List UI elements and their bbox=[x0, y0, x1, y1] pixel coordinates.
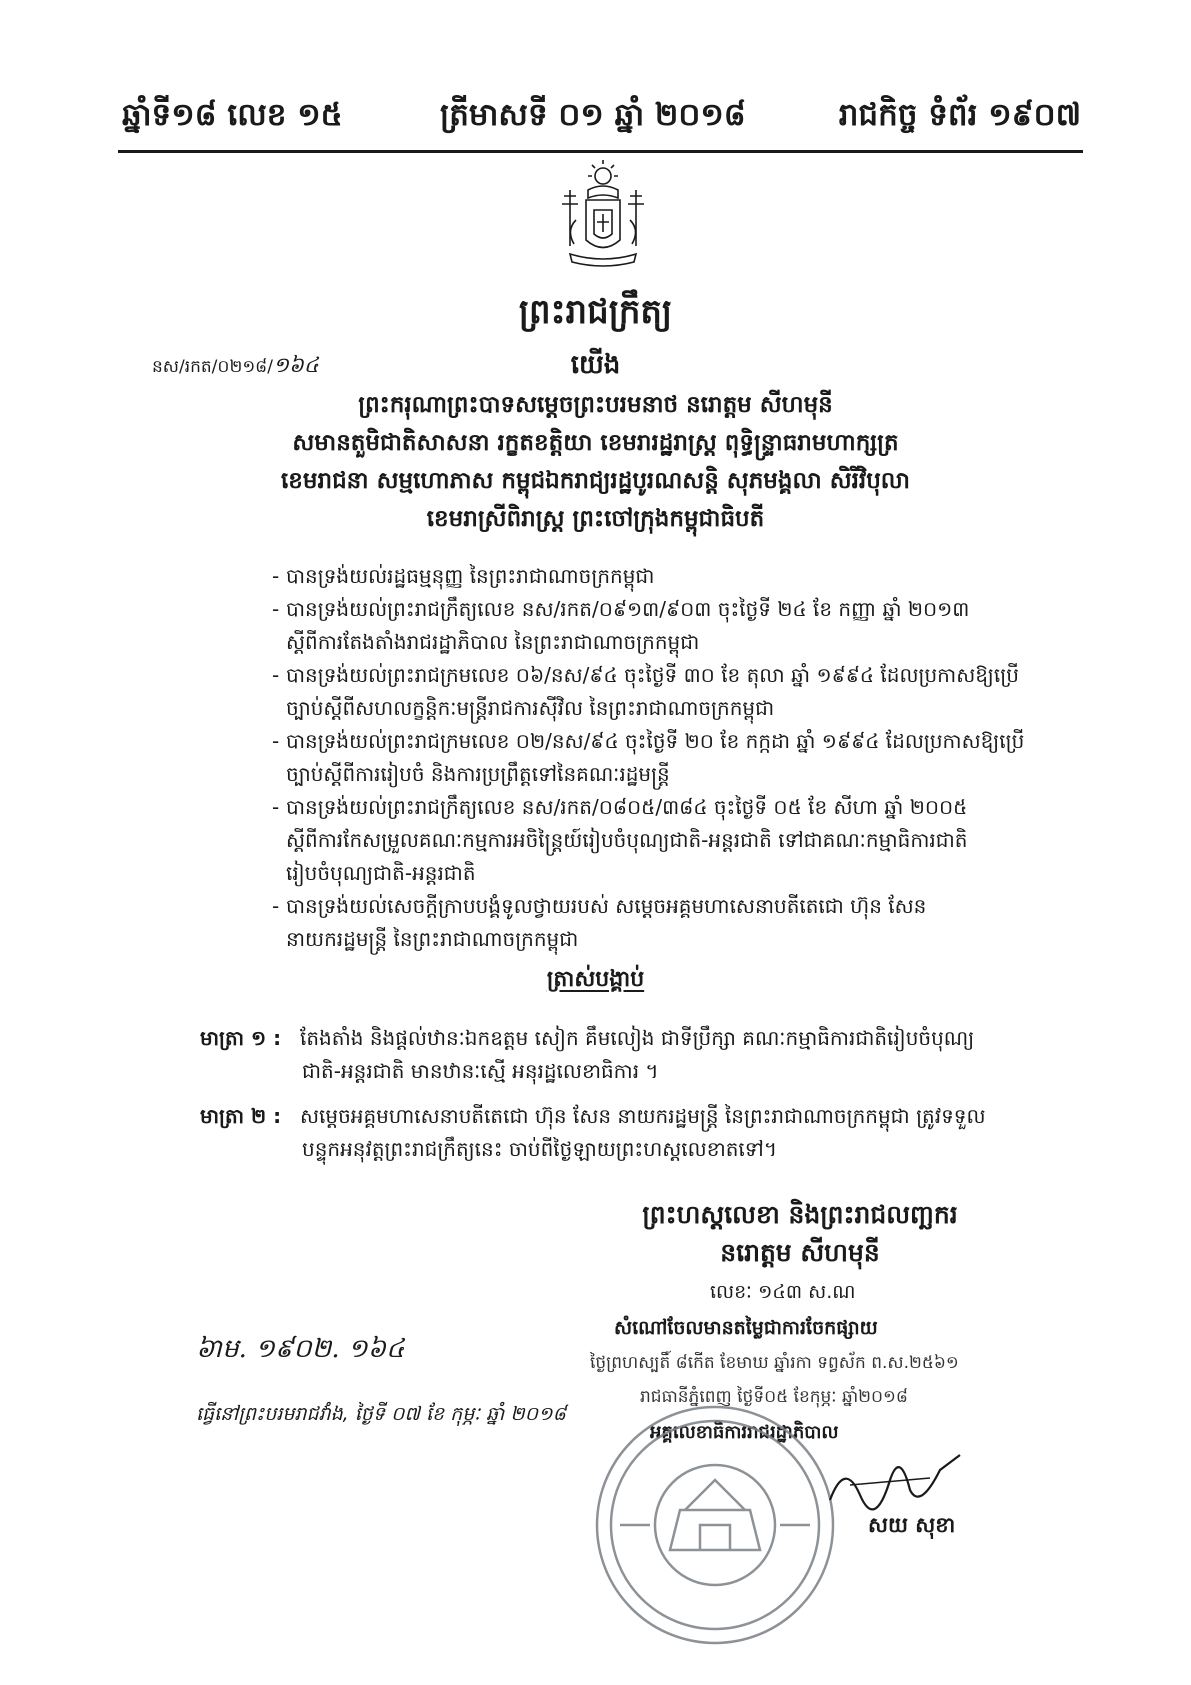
article-2 bbox=[200, 1100, 1080, 1166]
list-dash: - bbox=[272, 795, 280, 819]
decides-heading: ត្រាស់បង្គាប់ bbox=[546, 967, 645, 992]
secretary-general-name: សយ សុខា bbox=[868, 1513, 956, 1537]
provision-line: ច្បាប់ស្តីពីសហលក្ខន្តិកៈមន្ត្រីរាជការស៊ីវិល នៃព្រះរាជាណាចក្រកម្ពុជា bbox=[286, 696, 775, 720]
reference-handwritten: ១៦៤ bbox=[272, 353, 319, 377]
provisions-list bbox=[272, 560, 1072, 956]
list-dash: - bbox=[272, 729, 280, 753]
article-line: តែងតាំង និងផ្តល់ឋានៈឯកឧត្តម សៀក គឹមលៀង ជាទីប្រឹក្សា គណៈកម្មាធិការជាតិរៀបចំបុណ្យ bbox=[300, 1026, 975, 1050]
royal-signature-title: ព្រះហស្តលេខា និងព្រះរាជលញ្ឆករ bbox=[642, 1200, 958, 1229]
provision-item bbox=[272, 890, 1072, 956]
gazette-year-issue: ឆ្នាំទី១៨ លេខ ១៥ bbox=[122, 97, 343, 133]
official-stamp-icon bbox=[590, 1400, 840, 1650]
king-title-line: សមានតួមិជាតិសាសនា រក្ខតខត្តិយា ខេមរារដ្ឋរាស្ត្រ ពុទ្ធិន្ទ្រាធរាមហាក្សត្រ bbox=[292, 430, 899, 456]
article-line: ជាតិ-អន្តរជាតិ មានឋានៈស្មើ អនុរដ្ឋលេខាធិការ ។ bbox=[302, 1059, 659, 1083]
provision-item bbox=[272, 593, 1072, 659]
gazette-page: រាជកិច្ច ទំព័រ ១៩០៧ bbox=[838, 97, 1081, 133]
king-title-line: ខេមរាស្រីពិរាស្ត្រ ព្រះចៅក្រុងកម្ពុជាធិបតី bbox=[426, 506, 765, 532]
article-line: បន្ទុកអនុវត្តព្រះរាជក្រឹត្យនេះ ចាប់ពីថ្ងៃឡាយព្រះហស្តលេខាតទៅ។ bbox=[302, 1137, 778, 1161]
provision-item bbox=[272, 791, 1072, 890]
provision-item bbox=[272, 560, 1072, 593]
king-titles bbox=[150, 386, 1041, 538]
provision-line: ស្តីពីការកែសម្រួលគណៈកម្មការអចិន្ត្រៃយ៍រៀបចំបុណ្យជាតិ-អន្តរជាតិ ទៅជាគណៈកម្មាធិការជាតិ bbox=[286, 828, 968, 852]
royal-emblem-icon bbox=[548, 160, 658, 272]
certification-date: រាជធានីភ្នំពេញ ថ្ងៃទី០៥ ខែកុម្ភៈ ឆ្នាំ២០១៨ bbox=[640, 1387, 908, 1407]
provision-line: បានទ្រង់យល់ព្រះរាជក្រឹត្យលេខ នស/រកត/០៨០៥/៣៨៤ ចុះថ្ងៃទី ០៥ ខែ សីហា ឆ្នាំ ២០០៥ bbox=[286, 795, 968, 819]
provision-item bbox=[272, 725, 1072, 791]
provision-item bbox=[272, 659, 1072, 725]
handwritten-registry-note: ៦ាម. ១៩០២. ១៦៤ bbox=[196, 1334, 405, 1364]
header-divider bbox=[118, 150, 1083, 153]
secretary-general-role: អគ្គលេខាធិការរាជរដ្ឋាភិបាល bbox=[650, 1422, 839, 1443]
list-dash: - bbox=[272, 894, 280, 918]
king-title-line: ខេមរាជនា សម្មហោភាស កម្ពុជឯករាជ្យរដ្ឋបូរណសន្តិ សុភមង្គលា សិរីវិបុលា bbox=[280, 468, 911, 494]
provision-line: បានទ្រង់យល់សេចក្តីក្រាបបង្គំទូលថ្វាយរបស់ សម្តេចអគ្គមហាសេនាបតីតេជោ ហ៊ុន សែន bbox=[286, 894, 927, 918]
we-heading: យើង bbox=[570, 350, 621, 380]
article-label: មាត្រា ២ : bbox=[200, 1104, 282, 1128]
article-label: មាត្រា ១ : bbox=[200, 1026, 282, 1050]
list-dash: - bbox=[272, 663, 280, 687]
reference-printed: នស/រកត/០២១៨/ bbox=[152, 357, 273, 377]
provision-line: បានទ្រង់យល់ព្រះរាជក្រមលេខ ០៦/នស/៩៤ ចុះថ្ងៃទី ៣០ ខែ តុលា ឆ្នាំ ១៩៩៤ ដែលប្រកាសឱ្យប្រើ bbox=[286, 663, 1019, 687]
provision-line: បានទ្រង់យល់ព្រះរាជក្រឹត្យលេខ នស/រកត/០៩១៣/៩០៣ ចុះថ្ងៃទី ២៤ ខែ កញ្ញា ឆ្នាំ ២០១៣ bbox=[286, 597, 970, 621]
provision-line: ច្បាប់ស្តីពីការរៀបចំ និងការប្រព្រឹត្តទៅនៃគណៈរដ្ឋមន្ត្រី bbox=[286, 762, 670, 786]
gazette-quarter: ត្រីមាសទី ០១ ឆ្នាំ ២០១៨ bbox=[440, 97, 746, 133]
signature-icon bbox=[820, 1440, 970, 1520]
provision-line: ស្តីពីការតែងតាំងរាជរដ្ឋាភិបាល នៃព្រះរាជាណាចក្រកម្ពុជា bbox=[286, 630, 700, 654]
certified-copy-title: សំណៅចែលមានតម្លៃជាការចែកផ្សាយ bbox=[614, 1317, 878, 1339]
article-line: សម្តេចអគ្គមហាសេនាបតីតេជោ ហ៊ុន សែន នាយករដ្ឋមន្ត្រី នៃព្រះរាជាណាចក្រកម្ពុជា ត្រូវទទួល bbox=[300, 1104, 986, 1128]
royal-seal-number: លេខៈ ១៤៣ ស.ណ bbox=[710, 1281, 856, 1303]
provision-line: រៀបចំបុណ្យជាតិ-អន្តរជាតិ bbox=[286, 861, 476, 885]
provision-line: បានទ្រង់យល់រដ្ឋធម្មនុញ្ញ នៃព្រះរាជាណាចក្រកម្ពុជា bbox=[286, 564, 655, 588]
document-title: ព្រះរាជក្រឹត្យ bbox=[518, 292, 673, 332]
provision-line: នាយករដ្ឋមន្ត្រី នៃព្រះរាជាណាចក្រកម្ពុជា bbox=[286, 927, 579, 951]
king-name: នរោត្តម សីហមុនី bbox=[720, 1238, 880, 1267]
king-title-line: ព្រះករុណាព្រះបាទសម្តេចព្រះបរមនាថ នរោត្តម សីហមុនី bbox=[358, 392, 833, 418]
article-1 bbox=[200, 1022, 1080, 1088]
lunar-date: ថ្ងៃព្រហស្បតិ៍ ៨កើត ខែមាឃ ឆ្នាំរកា ទព្វស័ក ព.ស.២៥៦១ bbox=[590, 1353, 959, 1373]
list-dash: - bbox=[272, 597, 280, 621]
list-dash: - bbox=[272, 564, 280, 588]
done-at-line: ធ្វើនៅព្រះបរមរាជវាំង, ថ្ងៃទី ០៧ ខែ កុម្ភៈ ឆ្នាំ ២០១៨ bbox=[196, 1403, 566, 1425]
provision-line: បានទ្រង់យល់ព្រះរាជក្រមលេខ ០២/នស/៩៤ ចុះថ្ងៃទី ២០ ខែ កក្កដា ឆ្នាំ ១៩៩៤ ដែលប្រកាសឱ្យប្រើ bbox=[286, 729, 1025, 753]
